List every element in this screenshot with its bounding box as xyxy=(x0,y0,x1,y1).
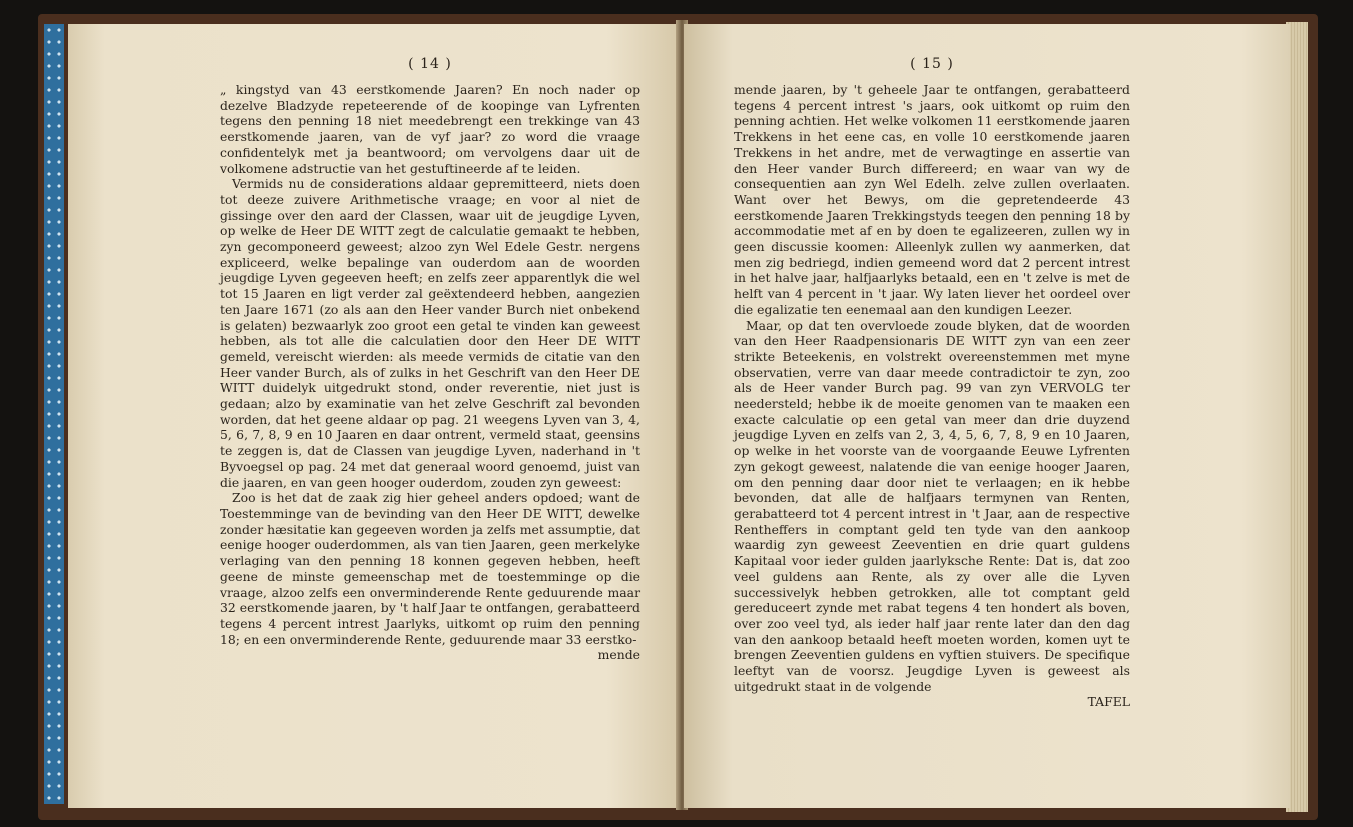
paragraph: Vermids nu de considerations aldaar gepremitteerd, niets doen tot deeze zuivere Arithmetische vraage; en voor al niet de gissinge over den aard der Classen, waar uit de jeugdige Lyven, op welke de Heer DE WITT zegt de calculatie gemaakt te hebben, zyn gecomponeerd geweest; alzoo zyn Wel Edele Gestr. nergens expliceerd, welke bepalinge van ouderdom aan de woorden jeugdige Lyven gegeeven heeft; en zelfs zeer apparentlyk die wel tot 15 Jaaren en ligt verder zal geëxtendeerd hebben, aangezien ten Jaare 1671 (zo als aan den Heer vander Burch niet onbekend is gelaten) bezwaarlyk zoo groot een getal te vinden kan geweest hebben, als tot alle die calculatien door den Heer DE WITT gemeld, vereischt wierden: als meede vermids de citatie van den Heer vander Burch, als of zulks in het Geschrift van den Heer DE WITT duidelyk uitgedrukt stond, onder reverentie, niet just is gedaan; alzo by examinatie van het zelve Geschrift zal bevonden worden, dat het geene aldaar op pag. 21 weegens Lyven van 3, 4, 5, 6, 7, 8, 9 en 10 Jaaren en daar ontrent, vermeld staat, geensins te zeggen is, dat de Classen van jeugdige Lyven, naderhand in 't Byvoegsel op pag. 24 met dat generaal woord genoemd, juist van die jaaren, en van geen hooger ouderdom, zouden zyn geweest: xyxy=(220,176,640,490)
right-page xyxy=(684,24,1290,808)
catchword: TAFEL xyxy=(1087,694,1130,710)
page-number: ( 15 ) xyxy=(910,56,954,72)
paragraph: Zoo is het dat de zaak zig hier geheel anders opdoed; want de Toestemminge van de bevinding van den Heer DE WITT, dewelke zonder hæsitatie kan gegeeven worden ja zelfs met assumptie, dat eenige hooger ouderdommen, als van tien Jaaren, geen merkelyke verlaging van den penning 18 konnen gegeven hebben, heeft geene de minste gemeenschap met de toestemminge op die vraage, alzoo zelfs een onverminderende Rente geduurende maar 32 eerstkomende jaaren, by 't half Jaar te ontfangen, gerabatteerd tegens 4 percent intrest Jaarlyks, uitkomt op ruim den penning 18; en een onverminderende Rente, geduurende maar 33 eerstko- xyxy=(220,490,640,647)
catchword: mende xyxy=(597,647,640,663)
page-body xyxy=(734,82,1130,694)
paragraph: mende jaaren, by 't geheele Jaar te ontfangen, gerabatteerd tegens 4 percent intrest 's jaars, ook uitkomt op ruim den penning achtien. Het welke volkomen 11 eerstkomende jaaren Trekkens in het eene cas, en volle 10 eerstkomende jaaren Trekkens in het andre, met de verwagtinge en assertie van den Heer vander Burch differeerd; en waar van wy de consequentien aan zyn Wel Edelh. zelve zullen overlaaten. Want over het Bewys, om die gepretendeerde 43 eerstkomende Jaaren Trekkingstyds teegen den penning 18 by accommodatie met af en by doen te egalizeeren, zullen wy in geen discussie koomen: Alleenlyk zullen wy aanmerken, dat men zig bedriegd, indien gemeend word dat 2 percent intrest in het halve jaar, halfjaarlyks betaald, een en 't zelve is met de helft van 4 percent in 't jaar. Wy laten liever het oordeel over die egalizatie ten eenemaal aan den kundigen Leezer. xyxy=(734,82,1130,317)
left-page xyxy=(68,24,680,808)
page-number: ( 14 ) xyxy=(408,56,452,72)
marbled-spine xyxy=(44,24,64,804)
paragraph: Maar, op dat ten overvloede zoude blyken, dat de woorden van den Heer Raadpensionaris DE WITT zyn van een zeer strikte Beteekenis, en volstrekt overeenstemmen met myne observatien, verre van daar meede contradictoir te zyn, zoo als de Heer vander Burch pag. 99 van zyn VERVOLG ter needersteld; hebbe ik de moeite genomen van te maaken een exacte calculatie op een getal van meer dan drie duyzend jeugdige Lyven en zelfs van 2, 3, 4, 5, 6, 7, 8, 9 en 10 Jaaren, op welke in het voorste van de voorgaande Eeuwe Lyfrenten zyn gekogt geweest, nalatende die van eenige hooger Jaaren, om den penning daar door niet te verlaagen; en ik hebbe bevonden, dat alle de halfjaars termynen van Renten, gerabatteerd tot 4 percent intrest in 't Jaar, aan de respective Rentheffers in comptant geld ten tyde van den aankoop waardig zyn geweest Zeeventien en drie quart guldens Kapitaal voor ieder gulden jaarlyksche Rente: Dat is, dat zoo veel guldens aan Rente, als zy over alle die Lyven successivelyk hebben getrokken, alle tot comptant geld gereduceert zynde met rabat tegens 4 ten hondert als boven, over zoo veel tyd, als ieder half jaar rente later dan den dag van den aankoop betaald heeft moeten worden, komen uyt te brengen Zeeventien guldens en vyftien stuivers. De specifique leeftyt van de voorsz. Jeugdige Lyven is geweest als uitgedrukt staat in de volgende xyxy=(734,317,1130,694)
paragraph: „ kingstyd van 43 eerstkomende Jaaren? En noch nader op dezelve Bladzyde repeteerende of de koopinge van Lyfrenten tegens den penning 18 niet meedebrengt een trekkinge van 43 eerstkomende jaaren, van de vyf jaar? zo word die vraage confidentelyk met ja beantwoord; om vervolgens daar uit de volkomene adstructie van het gestuftineerde af te leiden. xyxy=(220,82,640,176)
page-body xyxy=(220,82,640,647)
